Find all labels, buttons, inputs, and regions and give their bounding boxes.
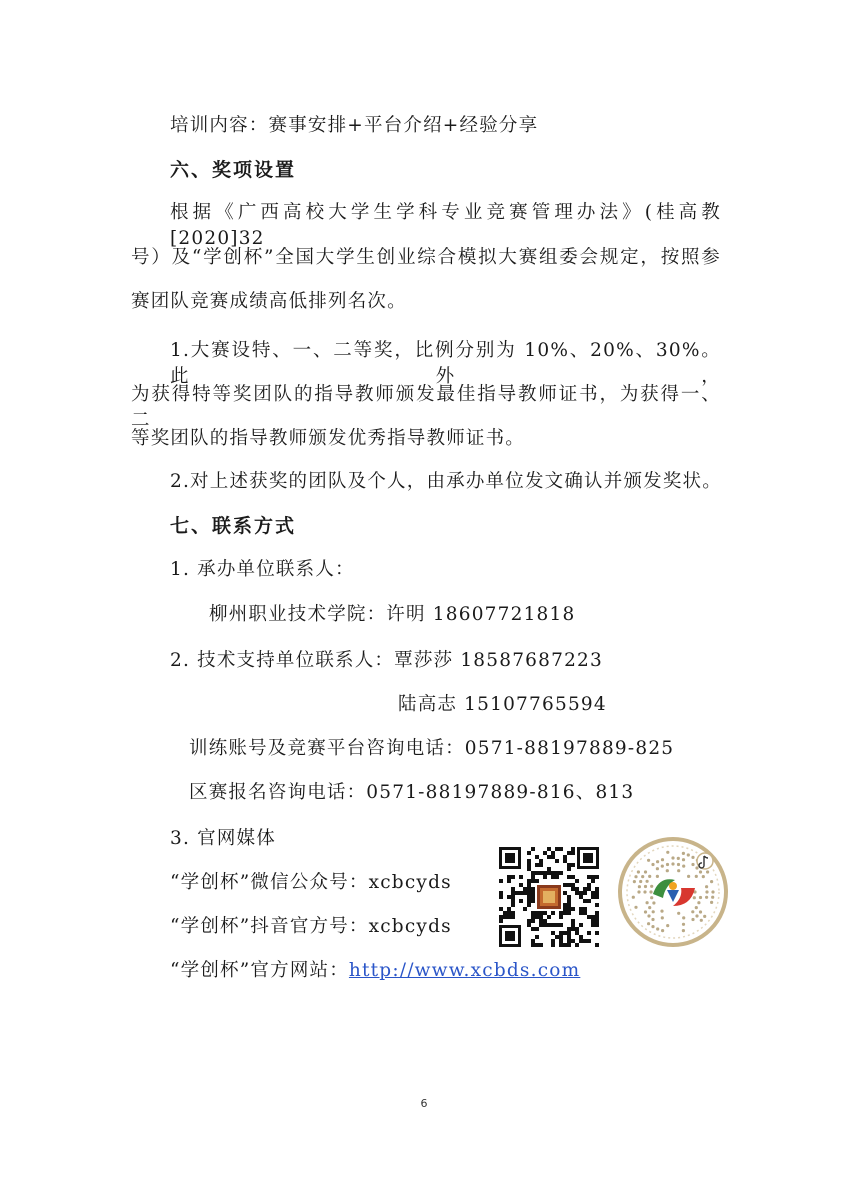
paragraph-line: 号）及“学创杯”全国大学生创业综合模拟大赛组委会规定，按照参 xyxy=(131,247,721,268)
douyin-code-icon xyxy=(613,836,735,948)
training-content: 培训内容：赛事安排+平台介绍+经验分享 xyxy=(170,115,539,136)
media-label: 3. 官网媒体 xyxy=(170,828,276,849)
paragraph-line: 赛团队竞赛成绩高低排列名次。 xyxy=(131,291,407,312)
award-item-1: 1.大赛设特、一、二等奖，比例分别为 10%、20%、30%。此外， xyxy=(170,340,721,387)
qr-code-icon xyxy=(497,845,601,949)
section-7-heading: 七、联系方式 xyxy=(170,515,297,537)
training-phone: 训练账号及竞赛平台咨询电话：0571-88197889-825 xyxy=(189,738,675,759)
contact-1-label: 1. 承办单位联系人： xyxy=(170,559,355,580)
award-item-2: 2.对上述获奖的团队及个人，由承办单位发文确认并颁发奖状。 xyxy=(170,471,722,492)
contact-2-person-2: 陆高志 15107765594 xyxy=(398,694,607,715)
contact-2-label: 2. 技术支持单位联系人：覃莎莎 18587687223 xyxy=(170,650,603,671)
paragraph-line: 等奖团队的指导教师颁发优秀指导教师证书。 xyxy=(131,428,526,449)
page-number: 6 xyxy=(420,1097,428,1110)
region-phone: 区赛报名咨询电话：0571-88197889-816、813 xyxy=(189,782,635,803)
paragraph-line: 根据《广西高校大学生学科专业竞赛管理办法》(桂高教[2020]32 xyxy=(170,202,721,249)
douyin-account: “学创杯”抖音官方号：xcbcyds xyxy=(170,916,452,937)
website-link[interactable]: http://www.xcbds.com xyxy=(348,960,581,981)
contact-1-person: 柳州职业技术学院：许明 18607721818 xyxy=(209,604,576,625)
paragraph-line: 为获得特等奖团队的指导教师颁发最佳指导教师证书，为获得一、二 xyxy=(131,384,721,431)
section-6-heading: 六、奖项设置 xyxy=(170,159,297,181)
website-line xyxy=(170,958,760,984)
wechat-account: “学创杯”微信公众号：xcbcyds xyxy=(170,872,452,893)
website-label: “学创杯”官方网站： xyxy=(170,960,349,981)
